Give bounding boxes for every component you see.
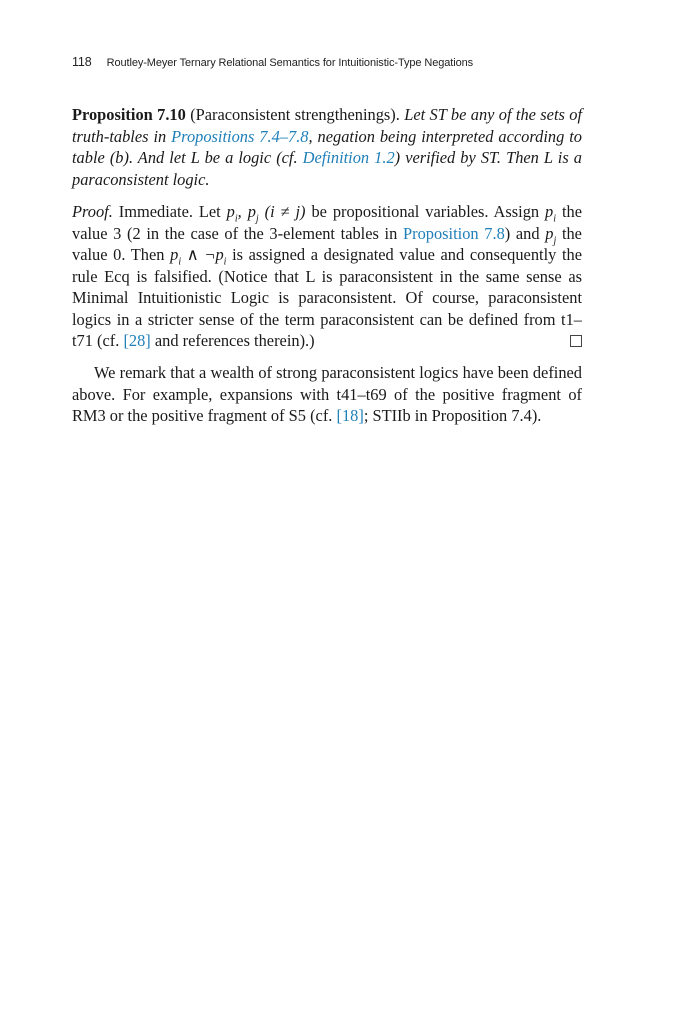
- propositions-link[interactable]: Propositions 7.4–7.8: [171, 126, 309, 146]
- var-pi: $p_i$: [226, 202, 238, 225]
- proposition-7-8-link[interactable]: Proposition 7.8: [403, 223, 505, 243]
- formula: $p_i$ ∧ $\neg p_i$: [170, 245, 227, 268]
- proposition-statement-b: , negation being interpreted according to table (b). And let L be a logic (cf.: [72, 126, 582, 167]
- running-title: Routley-Meyer Ternary Relational Semantics for Intuitionistic-Type Negations: [106, 57, 474, 69]
- proposition-statement-c: ) verified by ST. Then L is a paraconsistent logic.: [72, 148, 582, 189]
- var-pi: $p_i$: [545, 202, 557, 225]
- reference-18-link[interactable]: [18]: [336, 406, 364, 425]
- proposition-name: (Paraconsistent strengthenings).: [190, 105, 400, 124]
- proposition-statement-a: Let ST be any of the sets of truth-tables in: [72, 105, 583, 146]
- proof-label: Proof.: [72, 202, 113, 221]
- proof-text-7: and references therein).): [154, 331, 315, 350]
- proposition-block: [72, 104, 582, 190]
- remark-paragraph: [72, 362, 582, 427]
- remark-text-1: We remark that a wealth of strong paraconsistent logics have been defined above. For example, expansions with t41–t69 of the positive fragment of RM3 or the positive fragment of S5 (cf.: [72, 363, 582, 425]
- page-number: 118: [72, 55, 92, 69]
- proof-text-5: the value 0. Then: [72, 223, 582, 264]
- proposition-label: Proposition 7.10: [72, 105, 186, 124]
- qed-box-icon: [570, 335, 582, 347]
- proof-block: Proof. Immediate. Let $p_i$, $p_j$ (i ≠ j) be propositional variables. Assign $p_i$ the value 3 (2 in the case of the 3-element tables in Proposition 7.8) and $p_j$ the value 0. Then $p_i$ ∧ $\neg p_i$ is assigned a designated value and consequently the rule Ecq is falsified. (Notice that L is paraconsistent in the same sense as Minimal Intuitionistic Logic is paraconsistent. Of course, paraconsistent logics in a stricter sense of the term paraconsistent can be defined from t1–t71 (cf. [28] and references therein).): [72, 202, 582, 350]
- index-condition: (i ≠ j): [264, 202, 306, 221]
- running-header: [72, 55, 592, 69]
- var-pj: $p_j$: [545, 223, 557, 246]
- remark-text-2: ; STIIb in Proposition 7.4).: [363, 406, 542, 425]
- proof-text-1: Immediate. Let: [118, 202, 221, 221]
- var-pj: $p_j$: [247, 202, 259, 225]
- proof-text-3: the value 3 (2 in the case of the 3-element tables in: [72, 202, 582, 243]
- proof-text-4: ) and: [504, 223, 540, 243]
- proof-text-6: is assigned a designated value and consequently the rule Ecq is falsified. (Notice that L is paraconsistent in the same sense as Minimal Intuitionistic Logic is paraconsistent. Of course, paraconsistent logics in a stricter sense of the term paraconsistent can be defined from t1–t71 (cf.: [72, 245, 582, 350]
- proof-text-2: be propositional variables. Assign: [311, 202, 540, 221]
- reference-28-link[interactable]: [28]: [123, 331, 151, 350]
- definition-link[interactable]: Definition 1.2: [302, 148, 395, 167]
